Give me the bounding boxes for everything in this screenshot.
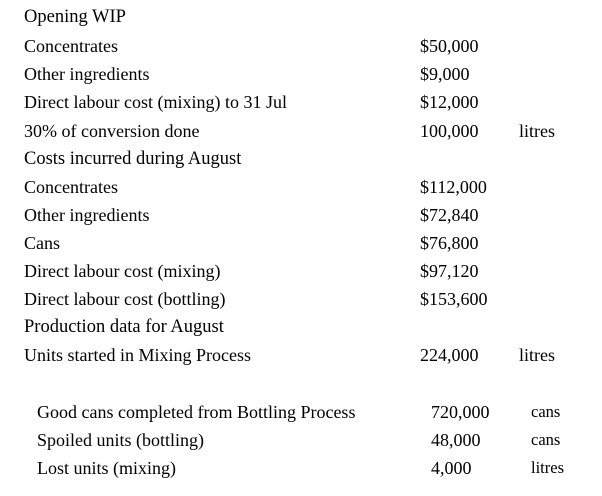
august-costs-heading: Costs incurred during August (24, 149, 242, 169)
units-started-value: 224,000 (420, 345, 479, 365)
opening-wip-direct-labour-value: $12,000 (420, 92, 479, 112)
opening-wip-heading: Opening WIP (24, 7, 126, 27)
units-started-label: Units started in Mixing Process (24, 345, 251, 365)
good-cans-value: 720,000 (431, 402, 490, 422)
august-labour-mixing-label: Direct labour cost (mixing) (24, 261, 221, 281)
august-other-ingredients-value: $72,840 (420, 205, 479, 225)
august-labour-bottling-label: Direct labour cost (bottling) (24, 289, 226, 309)
august-cans-label: Cans (24, 233, 60, 253)
good-cans-unit: cans (531, 402, 561, 421)
good-cans-label: Good cans completed from Bottling Process (37, 402, 356, 422)
august-concentrates-label: Concentrates (24, 177, 118, 197)
august-other-ingredients-label: Other ingredients (24, 205, 150, 225)
spoiled-units-unit: cans (531, 430, 561, 449)
august-cans-value: $76,800 (420, 233, 479, 253)
opening-wip-concentrates-label: Concentrates (24, 36, 118, 56)
lost-units-unit: litres (531, 458, 564, 477)
opening-wip-conversion-label: 30% of conversion done (24, 121, 200, 141)
august-labour-mixing-value: $97,120 (420, 261, 479, 281)
opening-wip-conversion-unit: litres (519, 121, 555, 141)
august-labour-bottling-value: $153,600 (420, 289, 488, 309)
spoiled-units-label: Spoiled units (bottling) (37, 430, 205, 450)
opening-wip-direct-labour-label: Direct labour cost (mixing) to 31 Jul (24, 92, 287, 112)
opening-wip-concentrates-value: $50,000 (420, 36, 479, 56)
lost-units-label: Lost units (mixing) (37, 458, 176, 478)
units-started-unit: litres (519, 345, 555, 365)
opening-wip-other-ingredients-value: $9,000 (420, 64, 470, 84)
spoiled-units-value: 48,000 (431, 430, 481, 450)
opening-wip-other-ingredients-label: Other ingredients (24, 64, 150, 84)
august-concentrates-value: $112,000 (420, 177, 487, 197)
lost-units-value: 4,000 (431, 458, 472, 478)
production-data-heading: Production data for August (24, 317, 224, 337)
opening-wip-conversion-value: 100,000 (420, 121, 479, 141)
